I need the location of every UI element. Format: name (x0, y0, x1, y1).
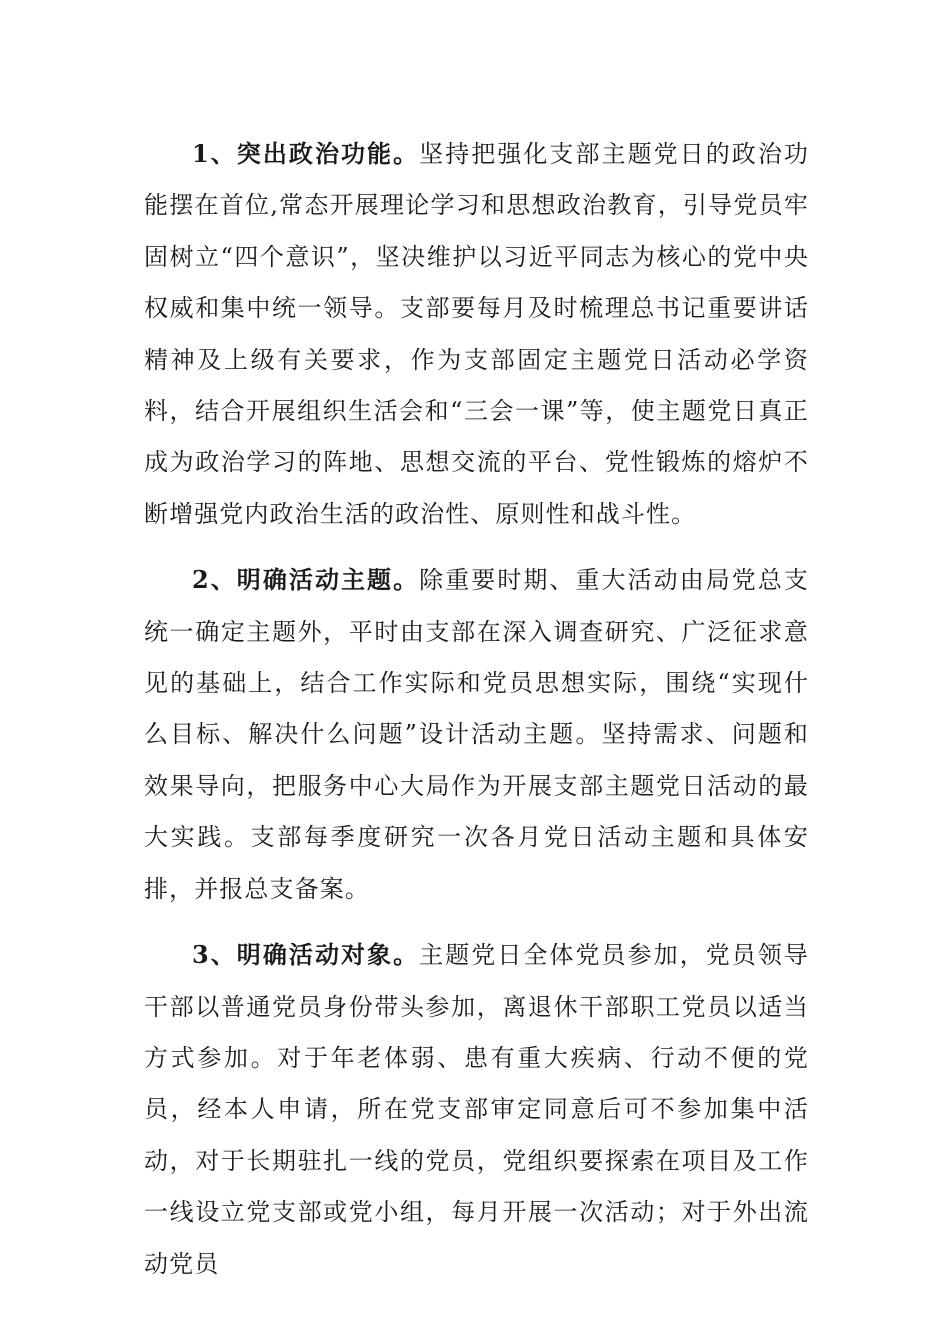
paragraph-activity-theme (144, 554, 809, 915)
paragraph-body: 除重要时期、重大活动由局党总支统一确定主题外，平时由支部在深入调查研究、广泛征求意见的基础上，结合工作实际和党员思想实际，围绕“实现什么目标、解决什么问题”设计活动主题。坚持需求、问题和效果导向，把服务中心大局作为开展支部主题党日活动的最大实践。支部每季度研究一次各月党日活动主题和具体安排，并报总支备案。 (144, 566, 809, 903)
paragraph-body: 主题党日全体党员参加，党员领导干部以普通党员身份带头参加，离退休干部职工党员以适当方式参加。对于年老体弱、患有重大疾病、行动不便的党员，经本人申请，所在党支部审定同意后可不参加集中活动，对于长期驻扎一线的党员，党组织要探索在项目及工作一线设立党支部或党小组，每月开展一次活动；对于外出流动党员 (144, 941, 809, 1278)
paragraph-activity-participants (144, 929, 809, 1290)
paragraph-political-function (144, 128, 809, 540)
paragraph-heading: 1、突出政治功能。 (192, 139, 420, 168)
paragraph-heading: 3、明确活动对象。 (192, 940, 420, 970)
paragraph-heading: 2、明确活动主题。 (192, 565, 420, 595)
document-page (144, 128, 809, 1304)
paragraph-body: 坚持把强化支部主题党日的政治功能摆在首位,常态开展理论学习和思想政治教育，引导党员牢固树立“四个意识”，坚决维护以习近平同志为核心的党中央权威和集中统一领导。支部要每月及时梳理总书记重要讲话精神及上级有关要求，作为支部固定主题党日活动必学资料，结合开展组织生活会和“三会一课”等，使主题党日真正成为政治学习的阵地、思想交流的平台、党性锻炼的熔炉不断增强党内政治生活的政治性、原则性和战斗性。 (144, 140, 809, 528)
